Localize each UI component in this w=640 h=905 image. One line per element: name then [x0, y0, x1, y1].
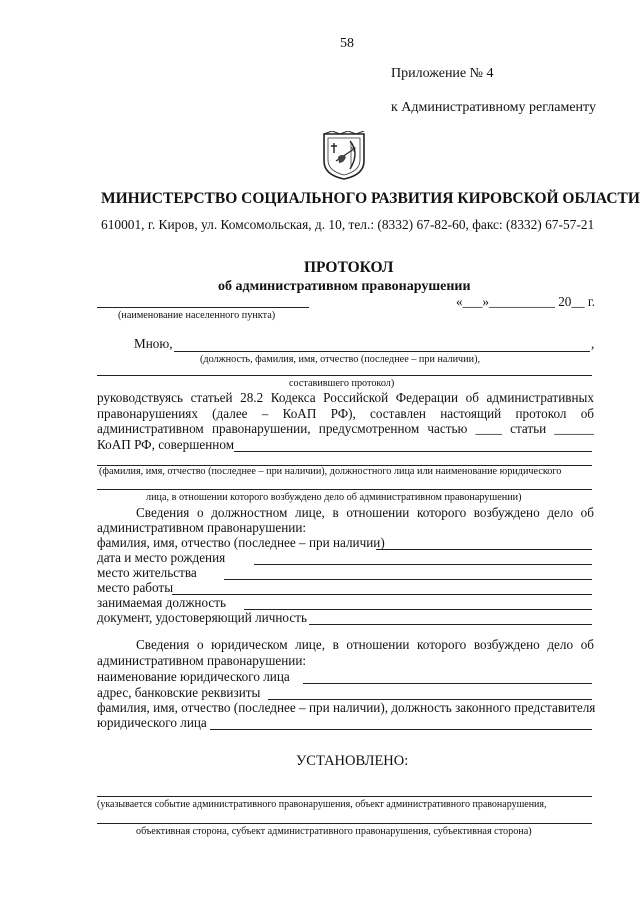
para1-line-1: руководствуясь статьей 28.2 Кодекса Российской Федерации об административных: [97, 390, 594, 405]
field-fio-line[interactable]: [376, 549, 592, 550]
legal-intro-2: административном правонарушении:: [97, 653, 307, 668]
event-caption-2: объективная сторона, субъект административного правонарушения, субъективная сторона): [136, 826, 532, 837]
official-caption-2: составившего протокол): [289, 378, 395, 389]
legal-rep-line[interactable]: [210, 729, 592, 730]
protocol-subtitle: об административном правонарушении: [218, 279, 471, 294]
violator-line[interactable]: [234, 451, 592, 452]
field-residence-label: место жительства: [97, 565, 197, 580]
legal-rep-label-2: юридического лица: [97, 715, 207, 730]
established-heading: УСТАНОВЛЕНО:: [296, 753, 409, 769]
field-birth-line[interactable]: [254, 564, 592, 565]
me-label: Мною,: [134, 336, 173, 351]
para1-line-4: КоАП РФ, совершенном: [97, 437, 235, 452]
field-birth-label: дата и место рождения: [97, 550, 226, 565]
field-work-label: место работы: [97, 580, 174, 595]
coat-of-arms-icon: [320, 131, 368, 181]
official-line-2[interactable]: [97, 375, 592, 376]
place-caption: (наименование населенного пункта): [118, 310, 276, 321]
ministry-name: МИНИСТЕРСТВО СОЦИАЛЬНОГО РАЗВИТИЯ КИРОВСКОЙ ОБЛАСТИ: [101, 190, 640, 207]
protocol-title: ПРОТОКОЛ: [304, 259, 394, 276]
event-line-2[interactable]: [97, 823, 592, 824]
violator-caption-2: лица, в отношении которого возбуждено дело об административном правонарушении): [146, 492, 522, 503]
official-intro-1: Сведения о должностном лице, в отношении которого возбуждено дело об: [136, 505, 594, 520]
field-residence-line[interactable]: [224, 579, 592, 580]
protocol-date[interactable]: «___»__________ 20__ г.: [456, 294, 596, 309]
field-id-line[interactable]: [309, 624, 592, 625]
legal-name-label: наименование юридического лица: [97, 669, 290, 684]
field-id-label: документ, удостоверяющий личность: [97, 610, 307, 625]
legal-address-label: адрес, банковские реквизиты: [97, 685, 261, 700]
legal-name-line[interactable]: [303, 683, 592, 684]
violator-caption: (фамилия, имя, отчество (последнее – при наличии), должностного лица или наименование юридического: [99, 466, 562, 477]
violator-line-3[interactable]: [97, 489, 592, 490]
field-position-label: занимаемая должность: [97, 595, 227, 610]
place-line[interactable]: [97, 307, 309, 308]
legal-intro-1: Сведения о юридическом лице, в отношении которого возбуждено дело об: [136, 637, 594, 652]
legal-rep-label: фамилия, имя, отчество (последнее – при наличии), должность законного представителя: [97, 700, 596, 715]
field-fio-label: фамилия, имя, отчество (последнее – при наличии): [97, 535, 385, 550]
para1-line-2: правонарушениях (далее – КоАП РФ), составлен настоящий протокол об: [97, 406, 594, 421]
event-caption: (указывается событие административного правонарушения, объект административного правонарушения,: [97, 799, 547, 810]
field-work-line[interactable]: [172, 594, 592, 595]
page-number: 58: [340, 36, 354, 51]
me-comma: ,: [591, 336, 595, 351]
event-line[interactable]: [97, 796, 592, 797]
para1-line-3: административном правонарушении, предусмотренном частью ____ статьи ______: [97, 421, 594, 436]
official-intro-2: административном правонарушении:: [97, 520, 307, 535]
ministry-address: 610001, г. Киров, ул. Комсомольская, д. 10, тел.: (8332) 67-82-60, факс: (8332) 67-57-21: [101, 217, 595, 232]
appendix-subtitle: к Административному регламенту: [391, 100, 596, 115]
appendix-title: Приложение № 4: [391, 66, 494, 81]
official-line[interactable]: [174, 351, 590, 352]
official-caption: (должность, фамилия, имя, отчество (последнее – при наличии),: [200, 354, 481, 365]
